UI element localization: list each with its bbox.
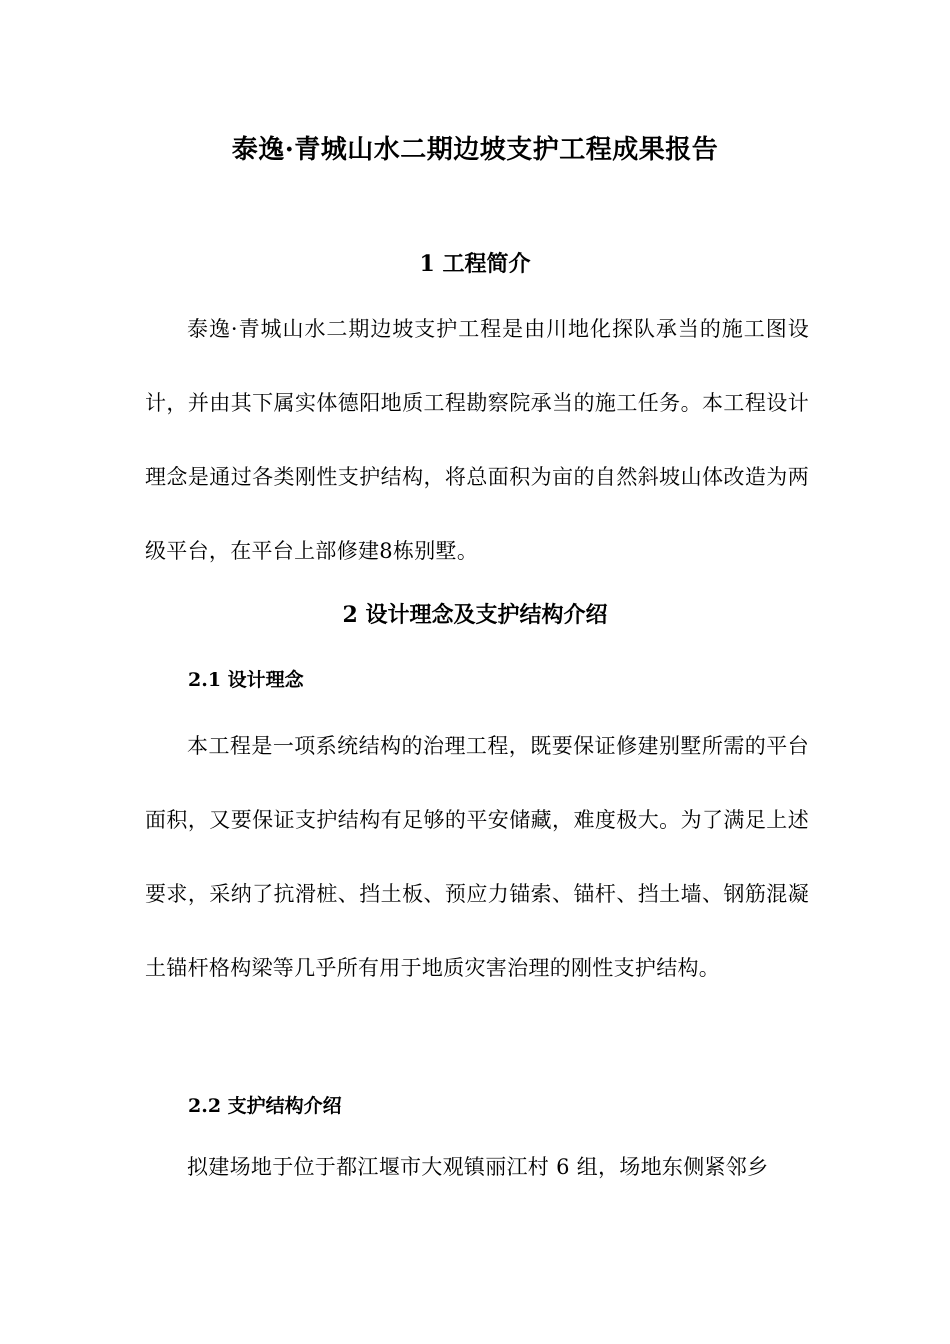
subsection-2-1-paragraph: 本工程是一项系统结构的治理工程，既要保证修建别墅所需的平台面积，又要保证支护结构有足够的平安储藏，难度极大。为了满足上述要求，采纳了抗滑桩、挡土板、预应力锚索、锚杆、挡土墙、钢筋混凝土锚杆格构梁等几乎所有用于地质灾害治理的刚性支护结构。 xyxy=(145,734,809,980)
section-heading-1: 1 工程简介 xyxy=(419,251,531,277)
subsection-heading-2-2: 2.2 支护结构介绍 xyxy=(188,1095,342,1117)
subsection-2-2-paragraph: 拟建场地于位于都江堰市大观镇丽江村 6 组，场地东侧紧邻乡 xyxy=(187,1155,769,1179)
section-1-paragraph: 泰逸·青城山水二期边坡支护工程是由川地化探队承当的施工图设计，并由其下属实体德阳地质工程勘察院承当的施工任务。本工程设计理念是通过各类刚性支护结构，将总面积为亩的自然斜坡山体改造为两级平台，在平台上部修建8栋别墅。 xyxy=(145,317,809,563)
subsection-heading-2-1: 2.1 设计理念 xyxy=(188,669,304,691)
document-title: 泰逸·青城山水二期边坡支护工程成果报告 xyxy=(231,135,719,165)
section-heading-2: 2 设计理念及支护结构介绍 xyxy=(342,602,608,628)
